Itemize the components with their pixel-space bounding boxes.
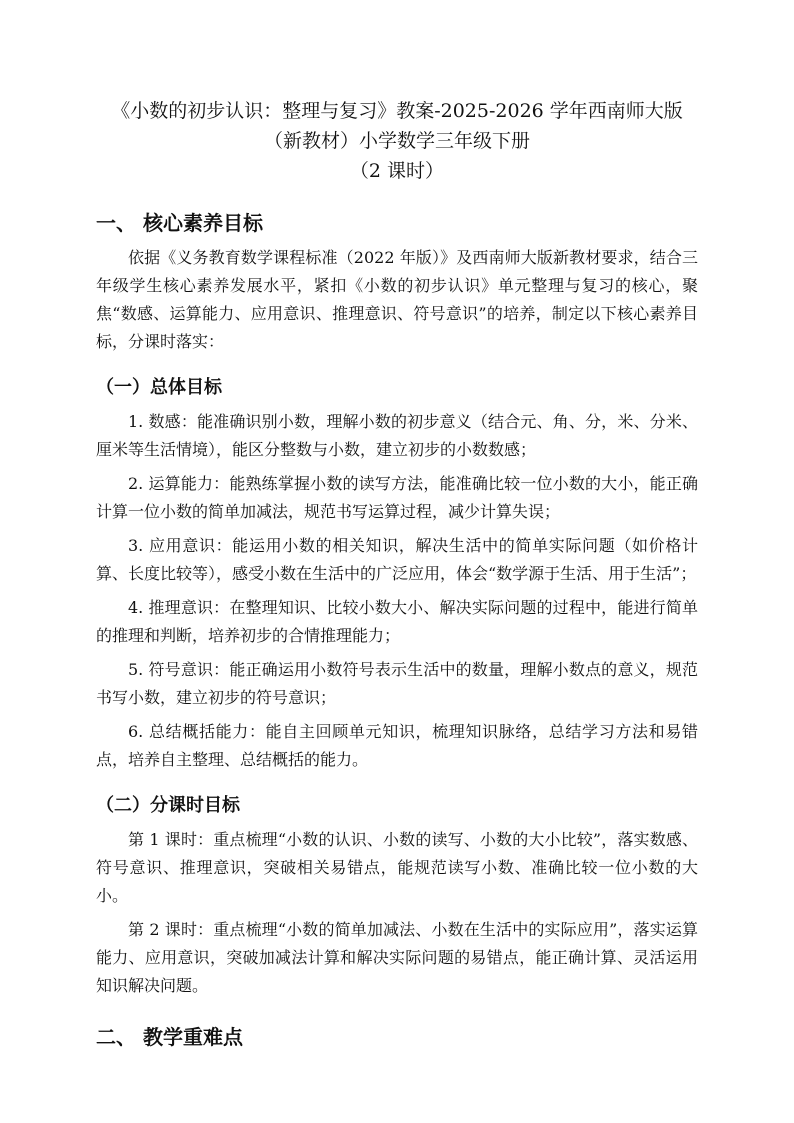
subsection-heading-lesson-goals: （二）分课时目标 bbox=[96, 795, 240, 816]
subsection-heading-overall-goals: （一）总体目标 bbox=[96, 377, 222, 398]
goal-item-number-sense: 1. 数感：能准确识别小数，理解小数的初步意义（结合元、角、分，米、分米、厘米等生活情境），能区分整数与小数，建立初步的小数数感； bbox=[96, 412, 698, 459]
goal-item-application: 3. 应用意识：能运用小数的相关知识，解决生活中的简单实际问题（如价格计算、长度比较等），感受小数在生活中的广泛应用，体会“数学源于生活、用于生活”； bbox=[96, 536, 698, 583]
section-heading-key-difficulties: 二、 教学重难点 bbox=[96, 1025, 243, 1049]
goal-item-summarizing: 6. 总结概括能力：能自主回顾单元知识，梳理知识脉络，总结学习方法和易错点，培养自主整理、总结概括的能力。 bbox=[96, 722, 698, 769]
document-subtitle: （2 课时） bbox=[349, 160, 445, 182]
goal-item-reasoning: 4. 推理意识：在整理知识、比较小数大小、解决实际问题的过程中，能进行简单的推理和判断，培养初步的合情推理能力； bbox=[96, 598, 698, 645]
document-title: 《小数的初步认识：整理与复习》教案-2025-2026 学年西南师大版（新教材）小学数学三年级下册 bbox=[111, 100, 683, 152]
goal-item-computation: 2. 运算能力：能熟练掌握小数的读写方法，能准确比较一位小数的大小，能正确计算一位小数的简单加减法，规范书写运算过程，减少计算失误； bbox=[96, 474, 698, 521]
section-intro-paragraph: 依据《义务教育数学课程标准（2022 年版）》及西南师大版新教材要求，结合三年级学生核心素养发展水平，紧扣《小数的初步认识》单元整理与复习的核心，聚焦“数感、运算能力、应用意识、推理意识、符号意识”的培养，制定以下核心素养目标，分课时落实： bbox=[96, 248, 698, 351]
section-heading-core-goals: 一、 核心素养目标 bbox=[96, 211, 263, 235]
lesson-goal-1: 第 1 课时：重点梳理“小数的认识、小数的读写、小数的大小比较”，落实数感、符号意识、推理意识，突破相关易错点，能规范读写小数、准确比较一位小数的大小。 bbox=[96, 830, 698, 905]
goal-item-symbol-sense: 5. 符号意识：能正确运用小数符号表示生活中的数量，理解小数点的意义，规范书写小数，建立初步的符号意识； bbox=[96, 660, 698, 707]
lesson-goal-2: 第 2 课时：重点梳理“小数的简单加减法、小数在生活中的实际应用”，落实运算能力、应用意识，突破加减法计算和解决实际问题的易错点，能正确计算、灵活运用知识解决问题。 bbox=[96, 920, 698, 995]
document-page bbox=[96, 96, 698, 1058]
